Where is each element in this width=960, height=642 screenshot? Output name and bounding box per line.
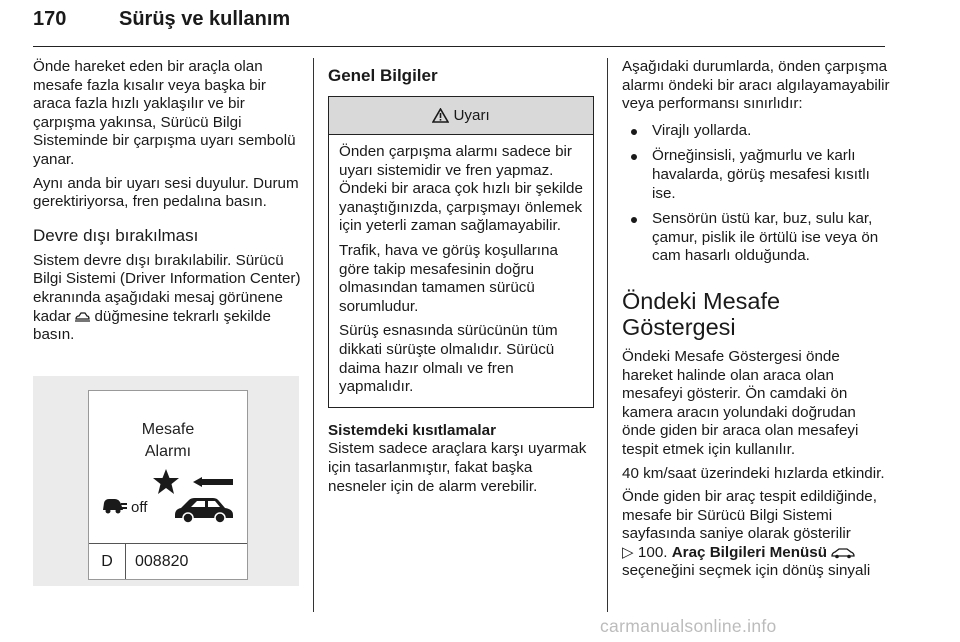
heading-distance-indication: Öndeki Mesafe Göstergesi bbox=[622, 287, 781, 340]
list-item: Sensörün üstü kar, buz, sulu kar, çamur, pislik ile örtülü ise veya ön cam hasarlı olduğunda. bbox=[622, 210, 892, 266]
limitations-list bbox=[622, 122, 892, 266]
distance-paragraph-3: Önde giden bir araç tespit edildiğinde, mesafe bir Sürücü Bilgi Sistemi sayfasında saniye olarak gösterilir ▷ 100. Araç Bilgileri Menüsü seçeneğini seçmek için dönüş sinyali bbox=[622, 488, 877, 580]
approach-arrow-icon bbox=[193, 477, 233, 487]
column-3 bbox=[622, 58, 892, 586]
warning-box bbox=[328, 96, 594, 408]
display-title-line2: Alarmı bbox=[144, 443, 192, 460]
warning-paragraph-2: Trafik, hava ve görüş koşullarına göre takip mesafesinin doğru olmasından tamamen sürücü sorumludur. bbox=[339, 241, 558, 315]
page-ref-arrow-icon: ▷ bbox=[622, 543, 634, 561]
column-divider-2 bbox=[607, 58, 608, 612]
limitations-intro: Aşağıdaki durumlarda, önden çarpışma alarmı öndeki bir aracı algılayamayabilir veya performansı sınırlıdır: bbox=[622, 58, 890, 113]
menu-name: Araç Bilgileri Menüsü bbox=[671, 543, 828, 561]
warning-paragraph-3: Sürüş esnasında sürücünün tüm dikkati sürüşte olmalıdır. Sürücü daima hazır olmalı ve fren yapmalıdır. bbox=[339, 322, 558, 396]
car-side-icon bbox=[173, 493, 235, 525]
watermark: carmanualsonline.info bbox=[600, 616, 777, 636]
figure-code-row bbox=[89, 543, 247, 579]
off-label: off bbox=[131, 499, 148, 516]
column-divider-1 bbox=[313, 58, 314, 612]
list-item: Örneğinsisli, yağmurlu ve karlı havalarda, görüş mesafesi kısıtlı ise. bbox=[622, 147, 892, 203]
page-reference: 100. bbox=[637, 543, 668, 561]
figure-code-letter: D bbox=[89, 544, 126, 579]
display-figure bbox=[33, 376, 299, 586]
distance-paragraph-2: 40 km/saat üzerindeki hızlarda etkindir. bbox=[622, 464, 885, 482]
warning-triangle-icon bbox=[432, 108, 449, 123]
vehicle-distance-button-icon bbox=[75, 311, 90, 323]
heading-deactivation: Devre dışı bırakılması bbox=[33, 225, 199, 245]
display-title-line1: Mesafe bbox=[141, 421, 195, 438]
warning-header bbox=[329, 97, 593, 135]
deactivation-text-a: Sistem devre dışı bırakılabilir. Sürücü Bilgi Sistemi (Driver Information Center) ekranında aşağıdaki mesaj görünene kadar bbox=[33, 251, 301, 325]
column-2 bbox=[328, 58, 594, 501]
warning-title: Uyarı bbox=[453, 107, 490, 124]
section-title: Sürüş ve kullanım bbox=[119, 8, 291, 30]
limits-title: Sistemdeki kısıtlamalar bbox=[328, 421, 496, 439]
page-header bbox=[33, 0, 885, 47]
driver-info-display bbox=[88, 390, 248, 580]
limits-text: Sistem sadece araçlara karşı uyarmak için tasarlanmıştır, fakat başka nesneler için de alarm verebilir. bbox=[328, 440, 587, 495]
heading-general-info: Genel Bilgiler bbox=[328, 66, 438, 85]
warning-body bbox=[329, 135, 593, 407]
column-1 bbox=[33, 58, 301, 350]
list-item: Virajlı yollarda. bbox=[622, 122, 892, 141]
paragraph-collision-warning: Önde hareket eden bir araçla olan mesafe fazla kısalır veya başka bir araca fazla hızlı yaklaşılır ve bir çarpışma yakınsa, Sürücü Bilgi Sisteminde bir çarpışma uyarı sembolü yanar. bbox=[33, 58, 296, 168]
page-number: 170 bbox=[33, 8, 67, 30]
paragraph-warning-sound: Aynı anda bir uyarı sesi duyulur. Durum gerektiriyorsa, fren pedalına basın. bbox=[33, 174, 299, 211]
figure-code-number: 008820 bbox=[135, 553, 189, 570]
vehicle-menu-icon bbox=[831, 547, 855, 559]
distance-paragraph-1: Öndeki Mesafe Göstergesi önde hareket halinde olan araca olan mesafeyi gösterir. Ön camdaki ön kamera aracın yolundaki doğrudan önde giden bir araca olan mesafeyi tespit etmek için kullanılır. bbox=[622, 347, 859, 458]
deactivation-text-b: düğmesine tekrarlı şekilde basın. bbox=[33, 307, 271, 344]
paragraph-deactivation bbox=[33, 252, 301, 345]
warning-paragraph-1: Önden çarpışma alarmı sadece bir uyarı sistemidir ve fren yapmaz. Öndeki bir araca çok hızlı bir şekilde yanaştığınızda, çarpışmayı önlemek için yeterli zaman sağlamayabilir. bbox=[339, 143, 583, 235]
car-front-icon bbox=[101, 495, 129, 515]
